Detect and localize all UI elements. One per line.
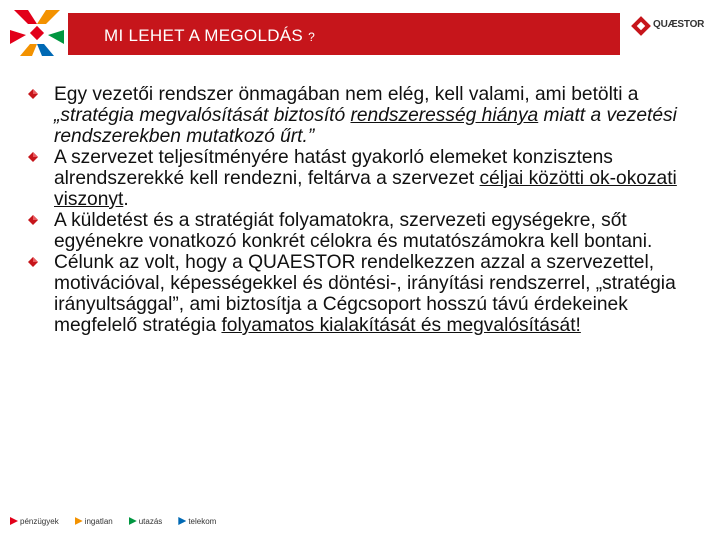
bullet-text: folyamatos kialakítását és megvalósítását! <box>221 315 581 336</box>
bullet-text: Egy vezetői rendszer önmagában nem elég, kell valami, ami betölti a <box>54 84 639 105</box>
bullet-diamond-icon <box>28 152 38 162</box>
footer-arrow-icon <box>75 517 83 525</box>
bullet-item <box>28 147 700 210</box>
footer-item <box>10 517 67 526</box>
brand-name: QUÆSTOR <box>653 19 705 30</box>
bullet-text: A szervezet teljesítményére hatást gyakorló elemeket konzisztens alrendszerekké kell rendezni, feltárva a szervezet <box>54 147 613 189</box>
footer-item <box>178 517 224 526</box>
company-logo-icon <box>6 4 68 66</box>
bullet-text: céljai közötti ok-okozati viszonyt <box>54 168 677 210</box>
footer-arrow-icon <box>129 517 137 525</box>
page-title-question-mark: ? <box>308 30 316 44</box>
bullet-diamond-icon <box>28 257 38 267</box>
footer-item-label: pénzügyek <box>20 517 59 526</box>
footer-services <box>10 517 232 526</box>
bullet-diamond-icon <box>28 89 38 99</box>
bullet-text: miatt a vezetési rendszerekben mutatkozó űrt.” <box>54 105 677 147</box>
bullet-item <box>28 210 700 252</box>
bullet-item <box>28 84 700 147</box>
bullet-list <box>28 84 700 336</box>
footer-item-label: ingatlan <box>84 517 113 526</box>
footer-item <box>75 517 121 526</box>
footer-arrow-icon <box>10 517 18 525</box>
footer-arrow-icon <box>178 517 186 525</box>
bullet-diamond-icon <box>28 215 38 225</box>
bullet-text: Célunk az volt, hogy a QUAESTOR rendelkezzen azzal a szervezettel, motivációval, képességekkel és döntési-, irányítási rendszerrel, „stratégia irányultsággal”, ami biztosítja a Cégcsoport hosszú távú érdekeinek megfelelő stratégia <box>54 252 676 336</box>
bullet-text: „stratégia megvalósítását biztosító <box>54 105 351 126</box>
bullet-item <box>28 252 700 336</box>
footer-item-label: telekom <box>188 517 217 526</box>
footer-item-label: utazás <box>138 517 163 526</box>
page-title <box>104 26 315 46</box>
footer-item <box>129 517 171 526</box>
page-title-text: MI LEHET A MEGOLDÁS <box>104 26 304 45</box>
bullet-text: . <box>123 189 129 210</box>
bullet-text: A küldetést és a stratégiát folyamatokra, szervezeti egységekre, sőt egyénekre vonatkozó konkrét célokra és mutatószámokra kell bontani. <box>54 210 653 252</box>
bullet-text: rendszeresség hiánya <box>350 105 539 126</box>
